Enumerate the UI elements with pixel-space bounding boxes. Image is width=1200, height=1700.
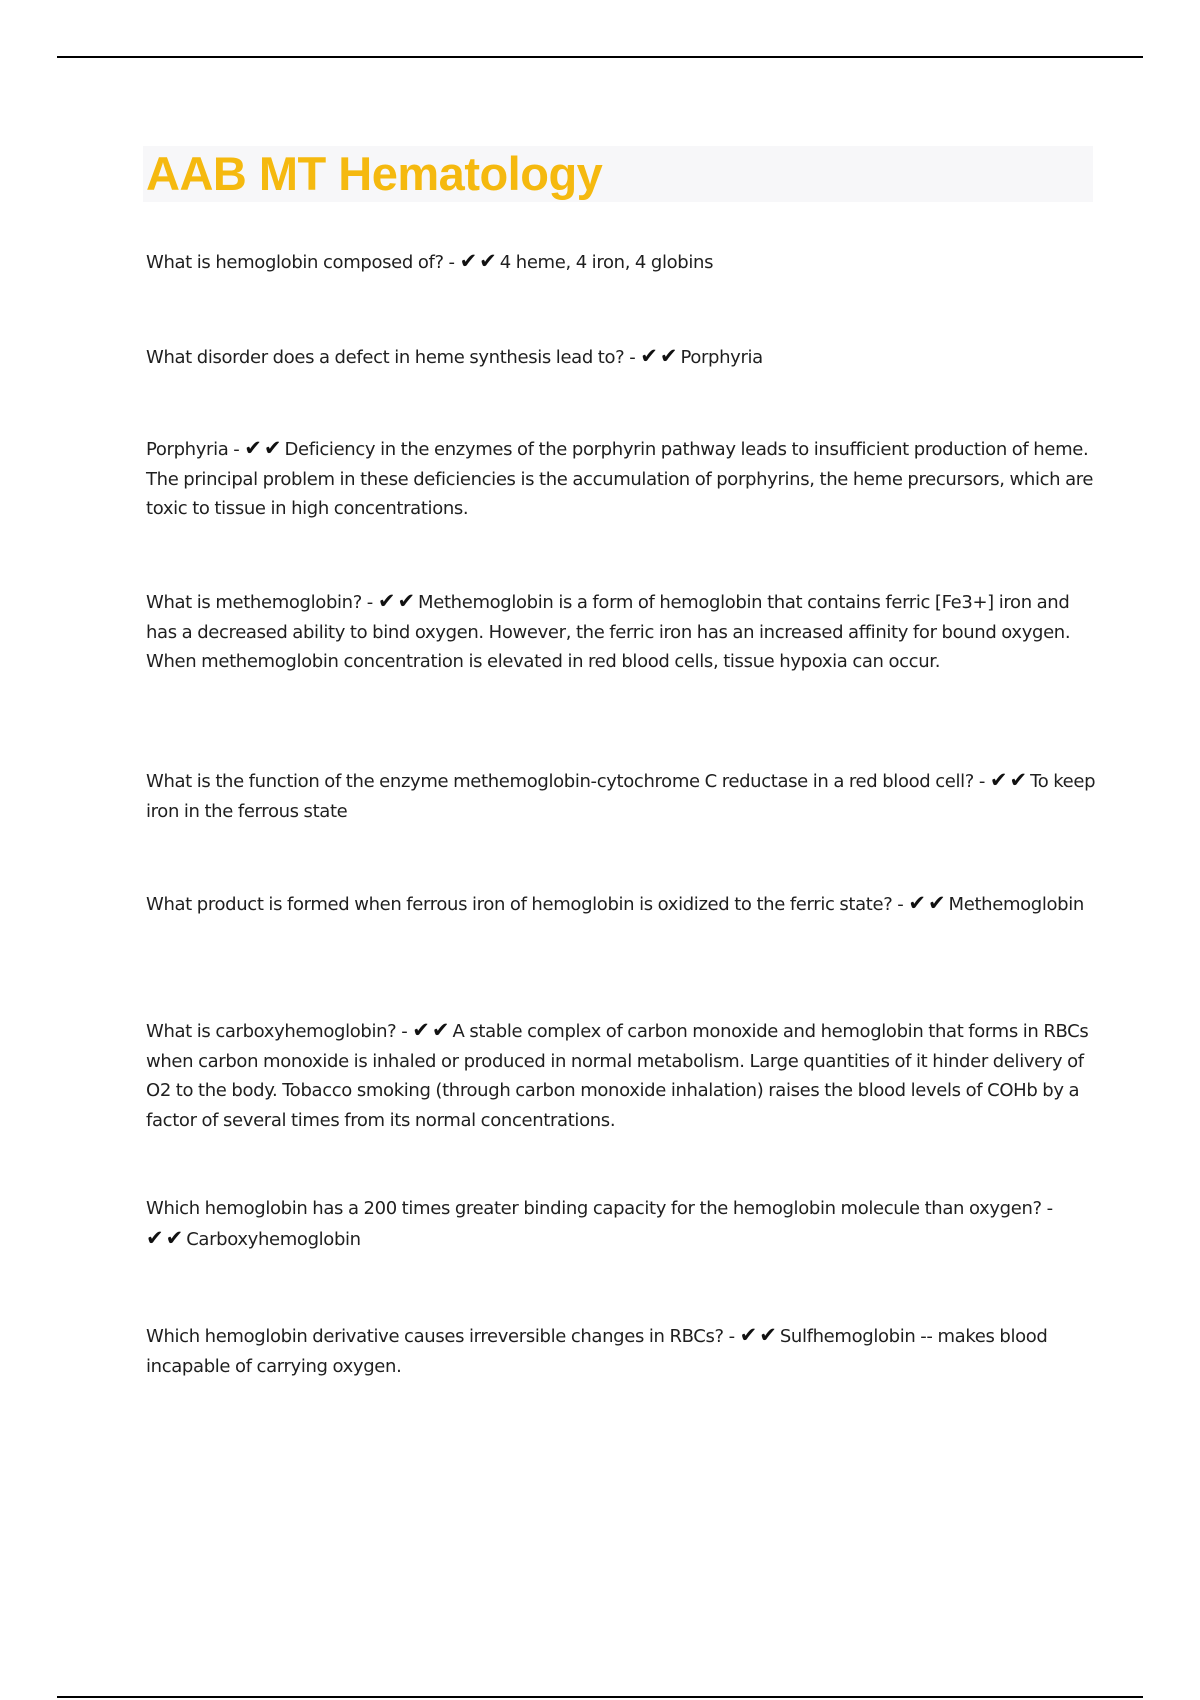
answer-text: Carboxyhemoglobin bbox=[186, 1228, 361, 1250]
bottom-rule bbox=[57, 1696, 1143, 1698]
qa-item bbox=[146, 342, 1096, 373]
double-check-icon: ✔✔ bbox=[377, 589, 418, 613]
qa-item bbox=[146, 247, 1096, 278]
qa-item bbox=[146, 766, 1096, 826]
question-text: Which hemoglobin has a 200 times greater binding capacity for the hemoglobin molecule than oxygen? - bbox=[146, 1198, 1053, 1219]
qa-item bbox=[146, 587, 1096, 677]
qa-item bbox=[146, 1016, 1096, 1135]
qa-item bbox=[146, 434, 1096, 524]
answer-text: Sulfhemoglobin -- makes blood incapable of carrying oxygen. bbox=[146, 1326, 1048, 1377]
double-check-icon: ✔✔ bbox=[739, 1323, 779, 1347]
question-text: What is methemoglobin? - bbox=[146, 592, 373, 613]
double-check-icon: ✔✔ bbox=[908, 891, 948, 915]
double-check-icon: ✔✔ bbox=[244, 436, 284, 460]
top-rule bbox=[57, 56, 1143, 58]
question-text: What product is formed when ferrous iron of hemoglobin is oxidized to the ferric state? - bbox=[146, 894, 904, 915]
answer-text: To keep iron in the ferrous state bbox=[146, 771, 1096, 822]
answer-text: A stable complex of carbon monoxide and hemoglobin that forms in RBCs when carbon monoxide is inhaled or produced in normal metabolism. Large quantities of it hinder delivery of O2 to the body. Tobacco smoking (through carbon monoxide inhalation) raises the blood levels of COHb by a factor of several times from its normal concentrations. bbox=[146, 1021, 1089, 1131]
question-text: What is carboxyhemoglobin? - bbox=[146, 1021, 408, 1042]
answer-text: Methemoglobin is a form of hemoglobin that contains ferric [Fe3+] iron and has a decreased ability to bind oxygen. However, the ferric iron has an increased affinity for bound oxygen. When methemoglobin concentration is elevated in red blood cells, tissue hypoxia can occur. bbox=[146, 592, 1071, 672]
question-text: Porphyria - bbox=[146, 439, 240, 460]
answer-text: 4 heme, 4 iron, 4 globins bbox=[499, 252, 714, 273]
question-text: Which hemoglobin derivative causes irreversible changes in RBCs? - bbox=[146, 1326, 735, 1347]
question-text: What is the function of the enzyme methemoglobin-cytochrome C reductase in a red blood cell? - bbox=[146, 771, 986, 792]
question-text: What is hemoglobin composed of? - bbox=[146, 252, 455, 273]
double-check-icon: ✔✔ bbox=[459, 249, 499, 273]
answer-text: Porphyria bbox=[680, 347, 763, 368]
double-check-icon: ✔✔ bbox=[146, 1225, 186, 1250]
qa-item bbox=[146, 1194, 1096, 1254]
qa-item bbox=[146, 1321, 1096, 1381]
answer-text: Deficiency in the enzymes of the porphyrin pathway leads to insufficient production of heme. The principal problem in these deficiencies is the accumulation of porphyrins, the heme precursors, which are toxic to tissue in high concentrations. bbox=[146, 439, 1094, 519]
qa-item bbox=[146, 889, 1096, 920]
answer-text: Methemoglobin bbox=[948, 894, 1084, 915]
double-check-icon: ✔✔ bbox=[412, 1018, 452, 1042]
double-check-icon: ✔✔ bbox=[640, 344, 680, 368]
double-check-icon: ✔✔ bbox=[989, 768, 1030, 792]
document-title: AAB MT Hematology bbox=[146, 147, 603, 200]
question-text: What disorder does a defect in heme synthesis lead to? - bbox=[146, 347, 636, 368]
